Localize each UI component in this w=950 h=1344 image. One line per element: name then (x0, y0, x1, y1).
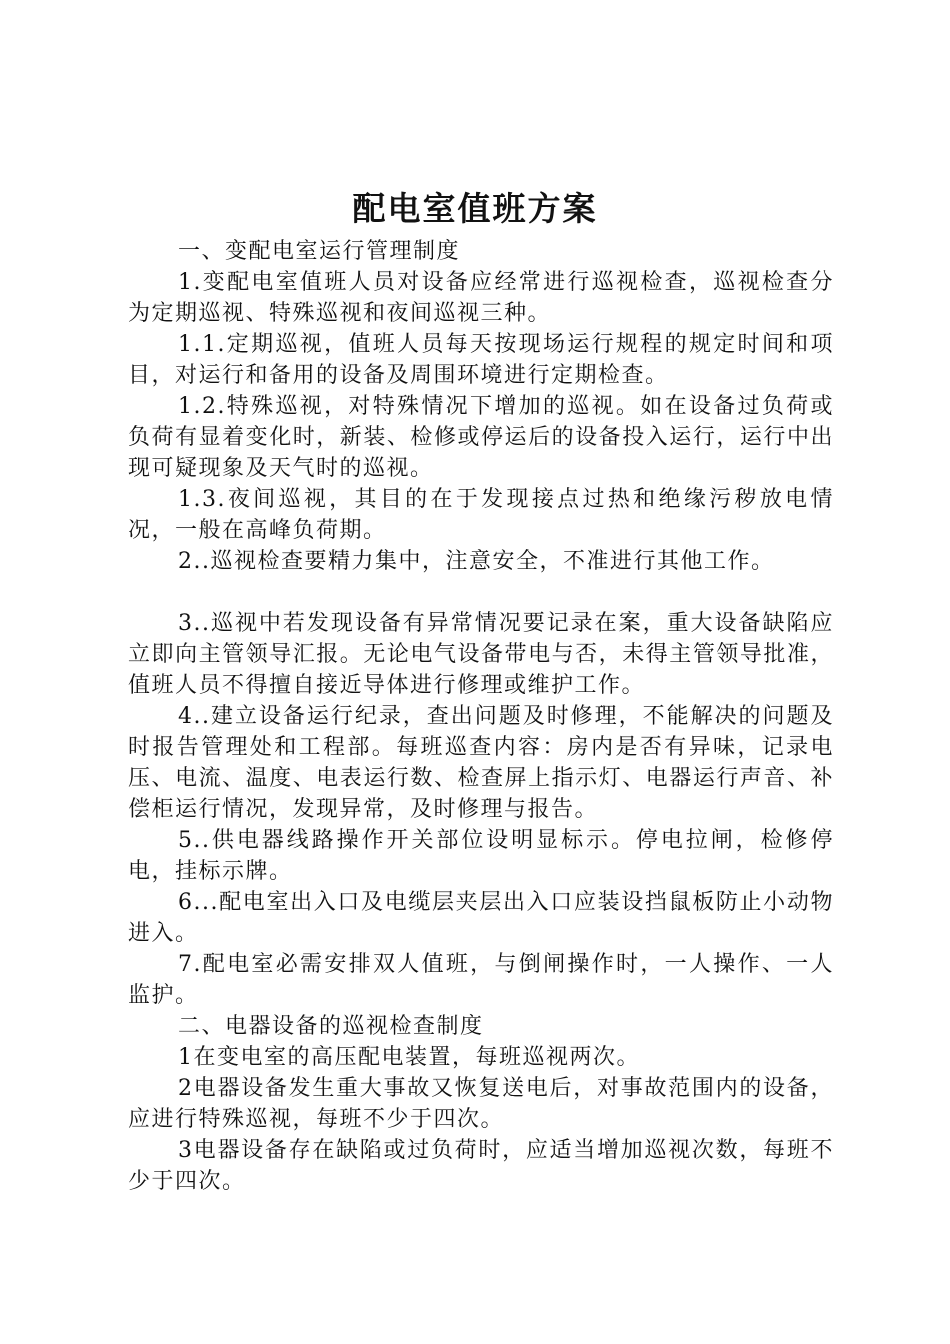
paragraph-1-2: 1.2.特殊巡视，对特殊情况下增加的巡视。如在设备过负荷或负荷有显着变化时，新装、检修或停运后的设备投入运行，运行中出现可疑现象及天气时的巡视。 (128, 394, 834, 481)
inspection-item-1: 1在变电室的高压配电装置，每班巡视两次。 (178, 1045, 640, 1070)
paragraph-6: 6...配电室出入口及电缆层夹层出入口应装设挡鼠板防止小动物进入。 (128, 890, 834, 946)
paragraph-2: 2..巡视检查要精力集中，注意安全，不准进行其他工作。 (178, 549, 775, 574)
inspection-item-2: 2电器设备发生重大事故又恢复送电后，对事故范围内的设备，应进行特殊巡视，每班不少于四次。 (128, 1076, 834, 1132)
paragraph-3: 3..巡视中若发现设备有异常情况要记录在案，重大设备缺陷应立即向主管领导汇报。无论电气设备带电与否，未得主管领导批准，值班人员不得擅自接近导体进行修理或维护工作。 (128, 611, 834, 698)
page-title: 配电室值班方案 (352, 189, 598, 228)
paragraph-5: 5..供电器线路操作开关部位设明显标示。停电拉闸，检修停电，挂标示牌。 (128, 828, 834, 884)
section-heading-1: 一、变配电室运行管理制度 (178, 239, 461, 264)
inspection-item-3: 3电器设备存在缺陷或过负荷时，应适当增加巡视次数，每班不少于四次。 (128, 1138, 834, 1194)
paragraph-4: 4..建立设备运行纪录，查出问题及时修理，不能解决的问题及时报告管理处和工程部。每班巡查内容：房内是否有异味，记录电压、电流、温度、电表运行数、检查屏上指示灯、电器运行声音、补偿柜运行情况，发现异常，及时修理与报告。 (128, 704, 834, 822)
paragraph-1-1: 1.1.定期巡视，值班人员每天按现场运行规程的规定时间和项目，对运行和备用的设备及周围环境进行定期检查。 (128, 332, 834, 388)
section-heading-2: 二、电器设备的巡视检查制度 (178, 1014, 484, 1039)
document-body (128, 236, 834, 1197)
paragraph-7: 7.配电室必需安排双人值班，与倒闸操作时，一人操作、一人监护。 (128, 952, 834, 1008)
paragraph-1-3: 1.3.夜间巡视，其目的在于发现接点过热和绝缘污秽放电情况，一般在高峰负荷期。 (128, 487, 834, 543)
paragraph-1: 1.变配电室值班人员对设备应经常进行巡视检查，巡视检查分为定期巡视、特殊巡视和夜间巡视三种。 (128, 270, 834, 326)
